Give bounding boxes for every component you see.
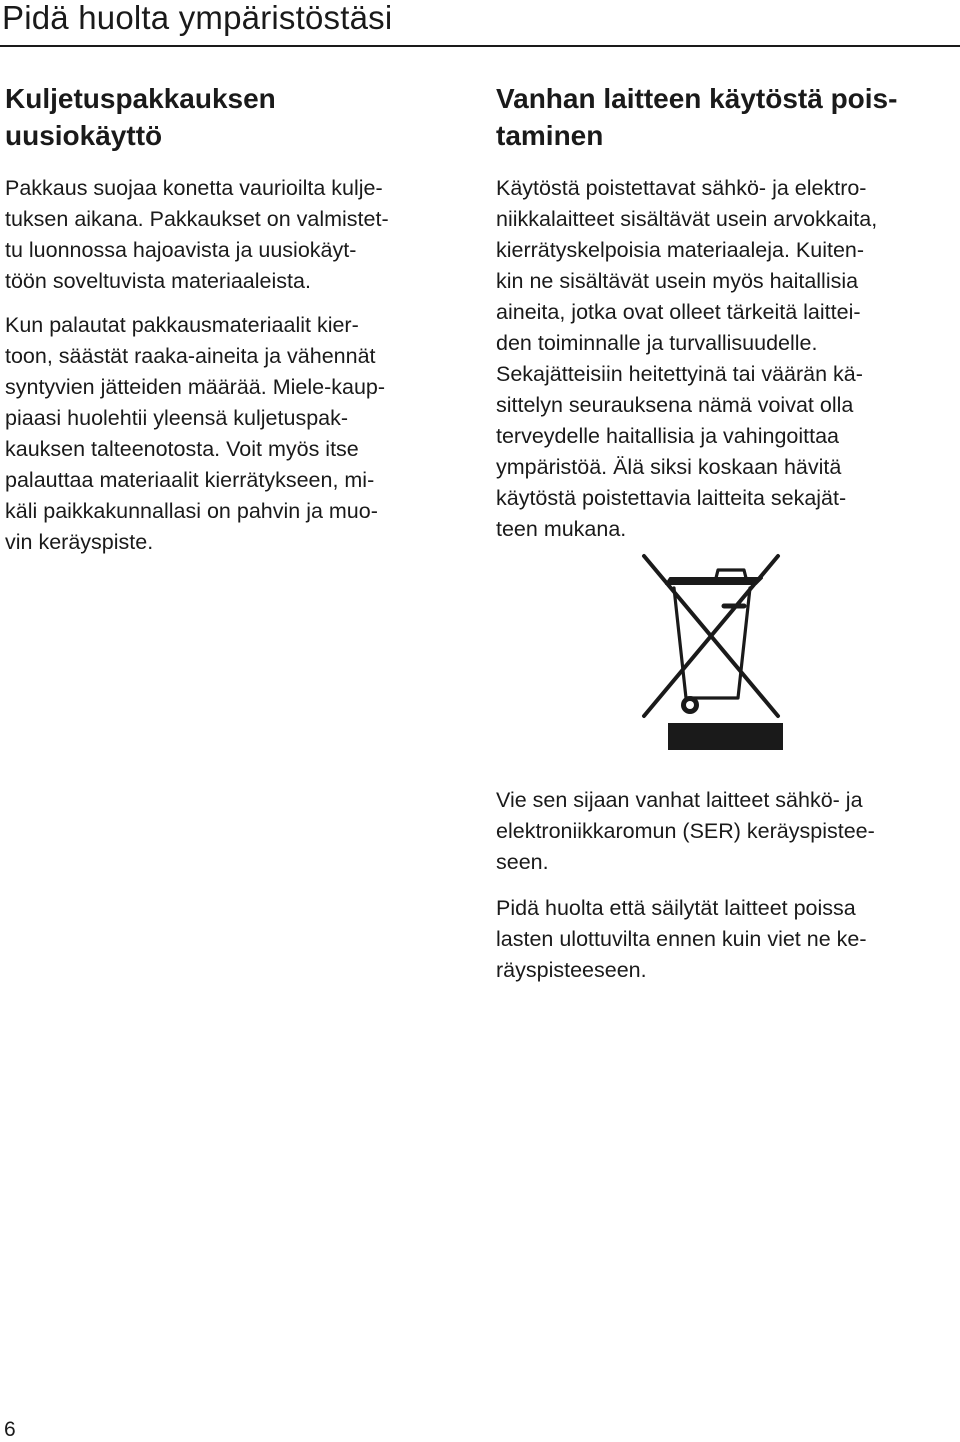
text-line: Käytöstä poistettavat sähkö- ja elektro-: [496, 176, 867, 200]
text-line: aineita, jotka ovat olleet tärkeitä laittei-: [496, 300, 861, 324]
text-line: kierrätyskelpoisia materiaaleja. Kuiten-: [496, 238, 865, 262]
text-line: sittelyn seurauksena nämä voivat olla: [496, 393, 854, 417]
packaging-paragraph-2: [5, 310, 465, 558]
text-line: ympäristöä. Älä siksi koskaan hävitä: [496, 455, 842, 479]
title-rule: [0, 45, 960, 47]
text-line: palauttaa materiaalit kierrätykseen, mi-: [5, 468, 375, 492]
left-column: [5, 80, 465, 558]
text-line: toon, säästät raaka-aineita ja vähennät: [5, 344, 376, 368]
text-line: Sekajätteisiin heitettyinä tai väärän kä-: [496, 362, 863, 386]
text-line: Vie sen sijaan vanhat laitteet sähkö- ja: [496, 788, 863, 812]
disposal-paragraph-1: [496, 173, 960, 545]
text-line: kauksen talteenotosta. Voit myös itse: [5, 437, 359, 461]
page-title: Pidä huolta ympäristöstäsi: [2, 0, 393, 36]
disposal-instructions: [496, 785, 960, 986]
text-line: tu luonnossa hajoavista ja uusiokäyt-: [5, 238, 357, 262]
text-line: Pakkaus suojaa konetta vaurioilta kulje-: [5, 176, 383, 200]
text-line: vin keräyspiste.: [5, 530, 154, 554]
text-line: den toiminnalle ja turvallisuudelle.: [496, 331, 818, 355]
heading-line: taminen: [496, 120, 604, 151]
text-line: räyspisteeseen.: [496, 958, 647, 982]
heading-line: Vanhan laitteen käytöstä pois-: [496, 83, 898, 114]
text-line: lasten ulottuvilta ennen kuin viet ne ke-: [496, 927, 867, 951]
text-line: käli paikkakunnallasi on pahvin ja muo-: [5, 499, 378, 523]
text-line: Pidä huolta että säilytät laitteet poissa: [496, 896, 856, 920]
text-line: terveydelle haitallisia ja vahingoittaa: [496, 424, 840, 448]
right-column: [496, 80, 960, 545]
text-line: seen.: [496, 850, 549, 874]
packaging-paragraph-1: [5, 173, 465, 297]
text-line: teen mukana.: [496, 517, 627, 541]
text-line: niikkalaitteet sisältävät usein arvokkaita,: [496, 207, 878, 231]
text-line: syntyvien jätteiden määrää. Miele-kaup-: [5, 375, 386, 399]
heading-line: uusiokäyttö: [5, 120, 163, 151]
section-heading-disposal: [496, 80, 960, 154]
text-line: elektroniikkaromun (SER) keräyspistee-: [496, 819, 875, 843]
heading-line: Kuljetuspakkauksen: [5, 83, 276, 114]
disposal-paragraph-2: [496, 785, 960, 878]
section-heading-packaging: [5, 80, 465, 154]
crossed-out-wheelie-bin-icon: [616, 548, 801, 758]
text-line: käytöstä poistettavia laitteita sekajät-: [496, 486, 847, 510]
text-line: töön soveltuvista materiaaleista.: [5, 269, 311, 293]
disposal-paragraph-3: [496, 893, 960, 986]
text-line: Kun palautat pakkausmateriaalit kier-: [5, 313, 359, 337]
text-line: kin ne sisältävät usein myös haitallisia: [496, 269, 859, 293]
text-line: piaasi huolehtii yleensä kuljetuspak-: [5, 406, 349, 430]
text-line: tuksen aikana. Pakkaukset on valmistet-: [5, 207, 389, 231]
page-number: 6: [4, 1418, 16, 1441]
